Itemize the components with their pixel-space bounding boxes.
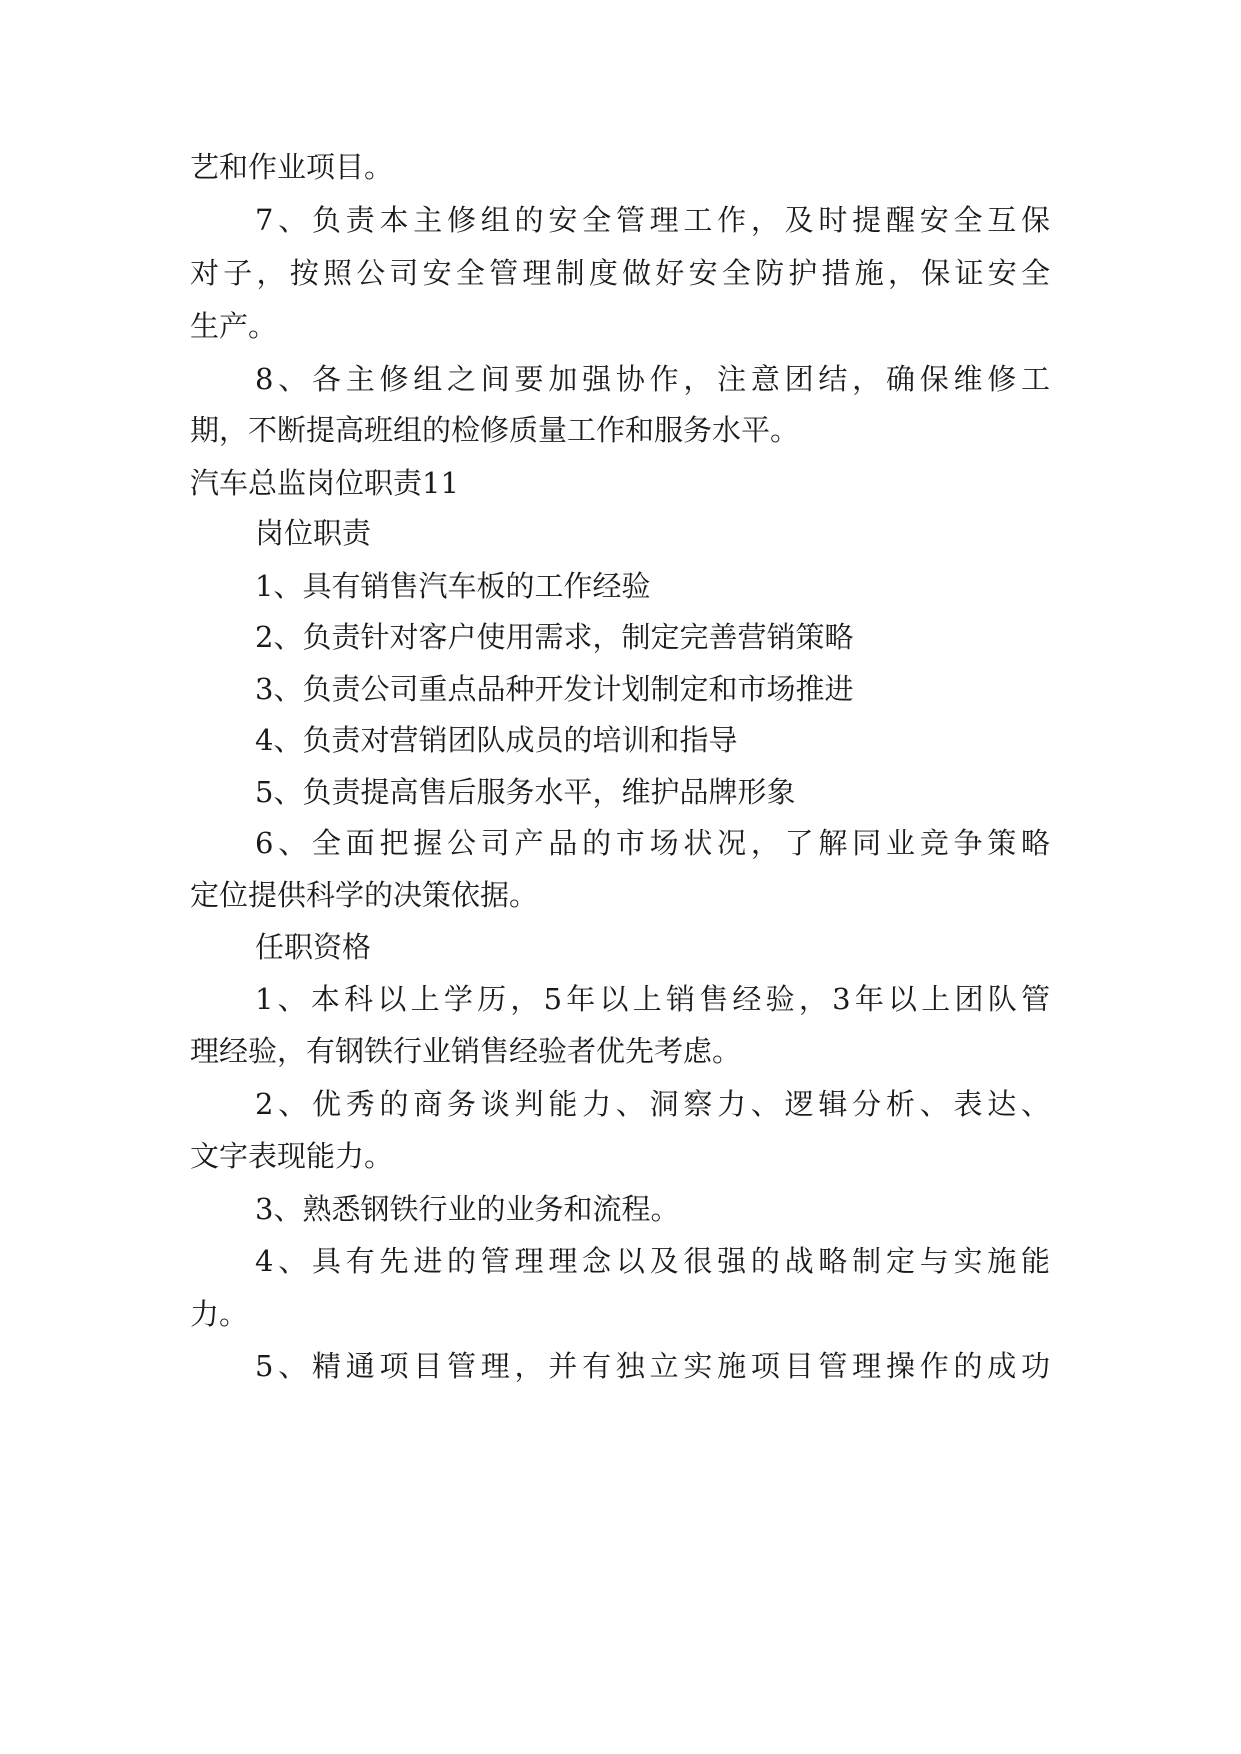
list-item: 2、负责针对客户使用需求，制定完善营销策略 bbox=[255, 620, 854, 654]
text-line: 生产。 bbox=[190, 309, 278, 343]
list-item: 2、优秀的商务谈判能力、洞察力、逻辑分析、表达、 bbox=[255, 1087, 1050, 1121]
text-line: 定位提供科学的决策依据。 bbox=[190, 878, 539, 912]
list-item: 6、全面把握公司产品的市场状况，了解同业竞争策略 bbox=[255, 826, 1050, 860]
list-item: 5、精通项目管理，并有独立实施项目管理操作的成功 bbox=[255, 1349, 1050, 1383]
text-line: 艺和作业项目。 bbox=[190, 150, 394, 184]
text-line: 7、负责本主修组的安全管理工作，及时提醒安全互保 bbox=[255, 203, 1050, 237]
text-line: 理经验，有钢铁行业销售经验者优先考虑。 bbox=[190, 1034, 742, 1068]
text-line: 期，不断提高班组的检修质量工作和服务水平。 bbox=[190, 413, 800, 447]
list-item: 4、具有先进的管理理念以及很强的战略制定与实施能 bbox=[255, 1244, 1050, 1278]
list-item: 4、负责对营销团队成员的培训和指导 bbox=[255, 723, 738, 757]
text-line: 文字表现能力。 bbox=[190, 1139, 394, 1173]
subsection-heading: 任职资格 bbox=[255, 930, 372, 964]
section-heading: 汽车总监岗位职责11 bbox=[190, 466, 459, 500]
list-item: 3、负责公司重点品种开发计划制定和市场推进 bbox=[255, 672, 854, 706]
list-item: 1、本科以上学历，5年以上销售经验，3年以上团队管 bbox=[255, 982, 1050, 1016]
list-item: 3、熟悉钢铁行业的业务和流程。 bbox=[255, 1192, 680, 1226]
text-line: 力。 bbox=[190, 1297, 249, 1331]
list-item: 5、负责提高售后服务水平，维护品牌形象 bbox=[255, 775, 796, 809]
subsection-heading: 岗位职责 bbox=[255, 516, 372, 550]
list-item: 1、具有销售汽车板的工作经验 bbox=[255, 569, 651, 603]
text-line: 8、各主修组之间要加强协作，注意团结，确保维修工 bbox=[255, 362, 1050, 396]
text-line: 对子，按照公司安全管理制度做好安全防护措施，保证安全 bbox=[190, 256, 1050, 290]
